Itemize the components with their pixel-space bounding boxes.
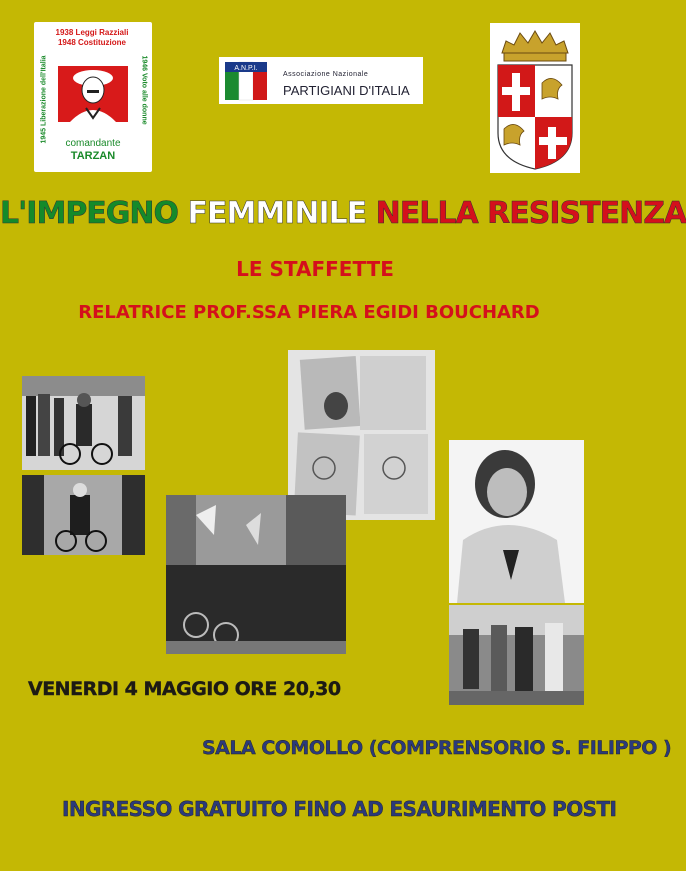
- event-entry: INGRESSO GRATUITO FINO AD ESAURIMENTO POSTI: [62, 797, 617, 821]
- subtitle: LE STAFFETTE: [236, 257, 394, 281]
- logo-top-text: [42, 28, 142, 48]
- title-part-green: L'IMPEGNO: [0, 196, 179, 231]
- event-venue: SALA COMOLLO (COMPRENSORIO S. FILIPPO ): [202, 737, 672, 759]
- anpi-logo: [219, 57, 423, 104]
- photo-woman-portrait: [449, 440, 584, 603]
- tarzan-logo: [34, 22, 152, 172]
- partisan-portrait-icon: [56, 56, 130, 124]
- main-title: [0, 196, 686, 231]
- city-crest: [490, 23, 580, 173]
- photo-woman-bicycle-soldiers: [22, 475, 145, 555]
- logo-line-1948: 1948 Costituzione: [57, 38, 126, 47]
- speaker-line: RELATRICE PROF.SSA PIERA EGIDI BOUCHARD: [78, 302, 540, 323]
- logo-commander-label: comandante: [65, 138, 121, 149]
- logo-name-label: TARZAN: [70, 150, 116, 162]
- photo-partisan-parade: [166, 495, 346, 654]
- coat-of-arms-icon: [490, 23, 580, 173]
- title-part-red: NELLA RESISTENZA: [375, 196, 686, 231]
- anpi-association: Associazione Nazionale: [283, 71, 369, 78]
- event-date-time: VENERDI 4 MAGGIO ORE 20,30: [28, 678, 341, 700]
- anpi-acronym: A.N.P.I.: [234, 65, 258, 72]
- title-part-white: FEMMINILE: [187, 196, 367, 231]
- photo-crowd-bicycle: [22, 376, 145, 470]
- anpi-flag-icon: [225, 62, 267, 100]
- logo-side-1945: 1945 Liberazione dell'Italia: [40, 55, 48, 144]
- photo-women-partisans-walking: [449, 605, 584, 705]
- logo-line-1938: 1938 Leggi Razziali: [55, 28, 129, 37]
- logo-side-1946: 1946 Voto alle donne: [140, 55, 148, 125]
- anpi-partisans: PARTIGIANI D'ITALIA: [283, 83, 410, 98]
